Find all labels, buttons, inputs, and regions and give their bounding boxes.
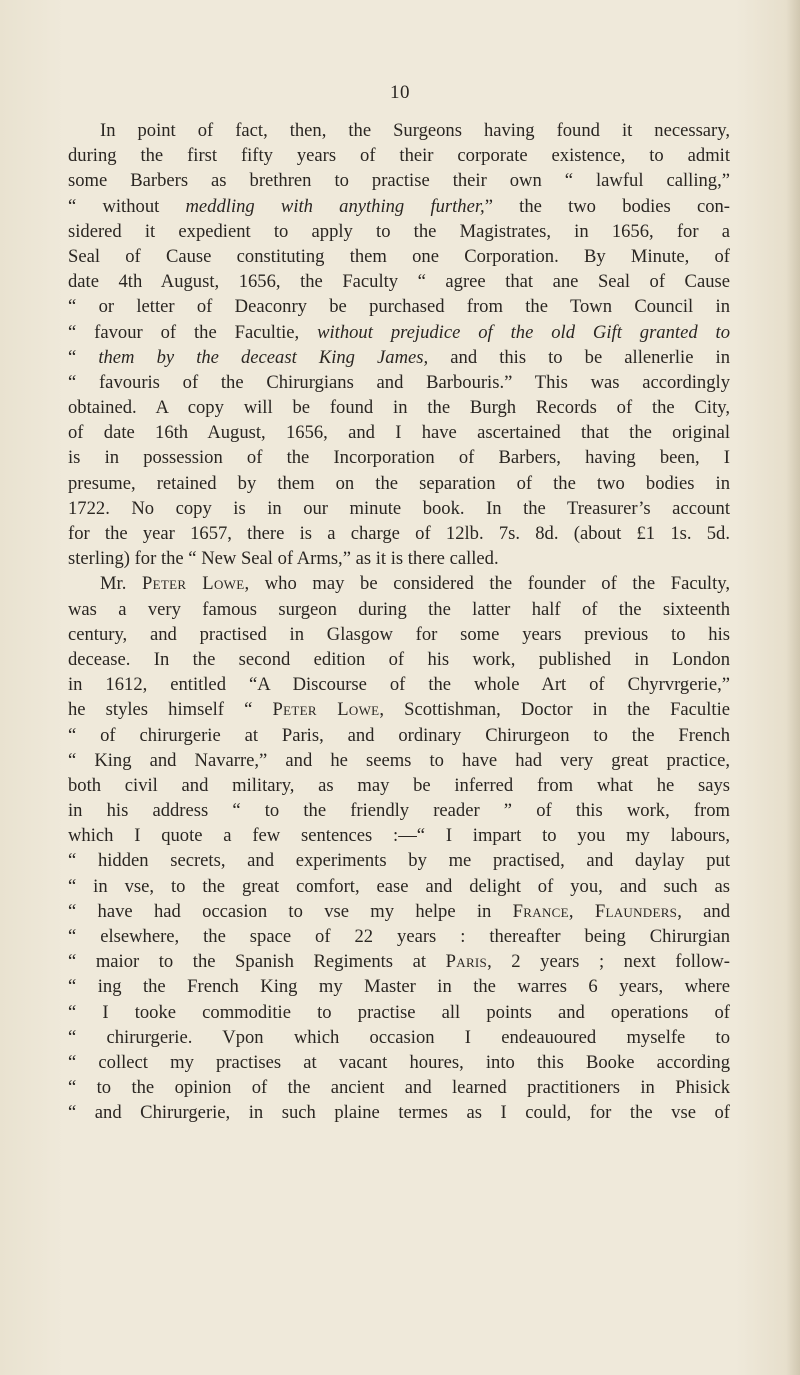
text-run: obtained. A copy will be found in the Burgh Records of the City, <box>68 397 730 419</box>
italic-text: meddling with anything further, <box>185 195 485 217</box>
text-run: Seal of Cause constituting them one Corporation. By Minute, of <box>68 245 730 267</box>
text-run: “ favouris of the Chirurgians and Barbouris.” This was accordingly <box>68 371 730 393</box>
text-line <box>68 697 730 722</box>
text-run: ” the two bodies con- <box>484 195 730 217</box>
text-run: In point of fact, then, the Surgeons having found it necessary, <box>100 120 730 141</box>
text-line <box>68 848 730 873</box>
italic-text: without prejudice of the old Gift granted to <box>317 321 730 343</box>
text-run: century, and practised in Glasgow for some years previous to his <box>68 623 730 645</box>
small-caps-text: Flaunders <box>594 900 678 922</box>
text-run: which I quote a few sentences :—“ I impart to you my labours, <box>68 825 730 847</box>
text-line <box>68 748 730 773</box>
text-line <box>68 571 730 596</box>
text-run: “ ing the French King my Master in the warres 6 years, where <box>68 976 730 998</box>
text-line <box>68 370 730 395</box>
text-run: , and <box>677 900 730 922</box>
paragraph <box>68 118 730 571</box>
text-run: decease. In the second edition of his work, published in London <box>68 648 730 670</box>
text-line <box>68 1000 730 1025</box>
small-caps-text: France <box>512 900 569 922</box>
text-line <box>68 194 730 219</box>
text-run: “ have had occasion to vse my helpe in <box>68 900 513 922</box>
text-line <box>68 320 730 345</box>
text-line <box>68 773 730 798</box>
text-run: “ <box>68 346 99 368</box>
text-line <box>68 874 730 899</box>
text-line <box>68 244 730 269</box>
text-line <box>68 546 730 571</box>
text-run: , <box>568 900 595 922</box>
text-run: “ King and Navarre,” and he seems to have had very great practice, <box>68 749 730 771</box>
text-run: for the year 1657, there is a charge of 12lb. 7s. 8d. (about £1 1s. 5d. <box>68 523 730 544</box>
italic-text: them by the deceast King James, <box>98 346 429 368</box>
text-line <box>68 1025 730 1050</box>
text-run: presume, retained by them on the separation of the two bodies in <box>68 472 730 494</box>
text-line <box>68 395 730 420</box>
text-line <box>68 597 730 622</box>
text-line <box>68 1100 730 1125</box>
text-run: , Scottishman, Doctor in the Facultie <box>379 699 730 721</box>
text-run: “ or letter of Deaconry be purchased from the Town Council in <box>68 296 730 318</box>
text-line <box>68 445 730 470</box>
text-run: “ collect my practises at vacant houres, into this Booke according <box>68 1051 730 1073</box>
text-line <box>68 118 730 143</box>
text-line <box>68 496 730 521</box>
text-run: sidered it expedient to apply to the Magistrates, in 1656, for a <box>68 220 730 242</box>
text-run: “ chirurgerie. Vpon which occasion I endeauoured myselfe to <box>68 1026 730 1048</box>
text-run: some Barbers as brethren to practise their own “ lawful calling,” <box>68 170 730 192</box>
text-line <box>68 168 730 193</box>
text-run: , who may be considered the founder of the Faculty, <box>244 573 730 595</box>
small-caps-text: Peter Lowe <box>142 573 245 595</box>
text-run: “ without <box>68 195 186 217</box>
text-run: is in possession of the Incorporation of Barbers, having been, I <box>68 447 730 469</box>
text-run: “ of chirurgerie at Paris, and ordinary Chirurgeon to the French <box>68 724 730 746</box>
text-run: “ I tooke commoditie to practise all points and operations of <box>68 1001 730 1023</box>
page-number: 10 <box>390 82 410 103</box>
text-run: in his address “ to the friendly reader ” of this work, from <box>68 800 730 822</box>
text-line <box>68 269 730 294</box>
text-run: , 2 years ; next follow- <box>487 951 730 973</box>
text-line <box>68 1050 730 1075</box>
text-line <box>68 798 730 823</box>
text-line <box>68 672 730 697</box>
text-run: Mr. <box>100 573 142 595</box>
small-caps-text: Peter Lowe <box>272 699 380 721</box>
text-run: “ maior to the Spanish Regiments at <box>68 951 446 973</box>
text-line <box>68 1075 730 1100</box>
text-line <box>68 345 730 370</box>
text-run: of date 16th August, 1656, and I have ascertained that the original <box>68 422 730 444</box>
text-run: “ and Chirurgerie, in such plaine termes as I could, for the vse of <box>68 1102 730 1124</box>
text-run: 1722. No copy is in our minute book. In the Treasurer’s account <box>68 497 730 519</box>
text-line <box>68 899 730 924</box>
text-run: date 4th August, 1656, the Faculty “ agree that ane Seal of Cause <box>68 271 730 293</box>
text-run: “ in vse, to the great comfort, ease and delight of you, and such as <box>68 875 730 897</box>
text-line <box>68 924 730 949</box>
text-run: he styles himself “ <box>68 699 273 721</box>
text-line <box>68 723 730 748</box>
text-line <box>68 219 730 244</box>
text-run: sterling) for the “ New Seal of Arms,” as it is there called. <box>68 548 499 570</box>
text-run: and this to be allenerlie in <box>428 346 731 368</box>
text-run: in 1612, entitled “A Discourse of the whole Art of Chyrvrgerie,” <box>68 674 730 696</box>
text-run: “ favour of the Facultie, <box>68 321 318 343</box>
text-run: “ to the opinion of the ancient and learned practitioners in Phisick <box>68 1077 730 1099</box>
text-run: was a very famous surgeon during the latter half of the sixteenth <box>68 598 730 620</box>
paragraph <box>68 571 730 1125</box>
text-line <box>68 974 730 999</box>
small-caps-text: Paris <box>445 951 488 973</box>
page-edge-shadow <box>786 0 800 1375</box>
text-run: during the first fifty years of their corporate existence, to admit <box>68 145 730 167</box>
text-line <box>68 622 730 647</box>
text-run: “ hidden secrets, and experiments by me practised, and daylay put <box>68 850 730 872</box>
text-line <box>68 294 730 319</box>
text-line <box>68 521 730 546</box>
text-line <box>68 647 730 672</box>
text-line <box>68 420 730 445</box>
text-run: both civil and military, as may be inferred from what he says <box>68 774 730 796</box>
text-line <box>68 823 730 848</box>
text-line <box>68 949 730 974</box>
text-line <box>68 471 730 496</box>
text-run: “ elsewhere, the space of 22 years : thereafter being Chirurgian <box>68 926 730 947</box>
body-text <box>68 118 730 1126</box>
text-line <box>68 143 730 168</box>
